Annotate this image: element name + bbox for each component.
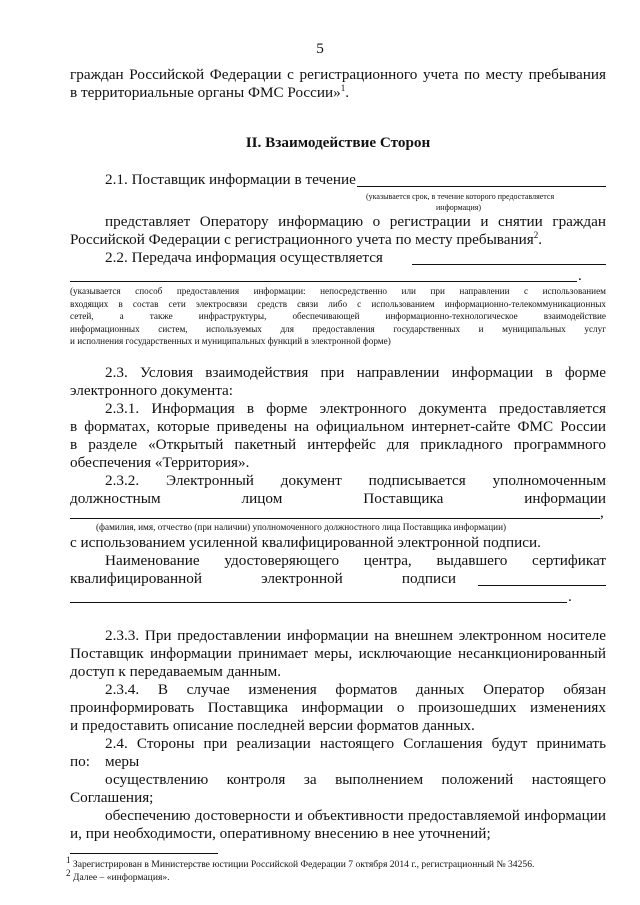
clause-2-3-4-line-2: проинформировать Поставщика информации о произошедших изменениях (70, 699, 606, 716)
footnote-mark-1: 1 (66, 854, 71, 865)
footnote-ref-2: 2 (533, 229, 539, 240)
fill-line-term (357, 186, 606, 187)
clause-2-3-2-hint: (фамилия, имя, отчество (при наличии) уполномоченного должностного лица Поставщика информации) (96, 522, 507, 532)
clause-2-3-4-line-3: и предоставить описание последней версии форматов данных. (70, 717, 475, 734)
clause-2-3-2-line-4: Наименование удостоверяющего центра, выдавшего сертификат (105, 552, 606, 569)
footnote-1: $^1$ Зарегистрирован в Министерстве юстиции Российской Федерации 7 октября 2014 г., регистрационный № 34256. (66, 854, 535, 870)
fill-line-ca-2 (70, 602, 567, 603)
section-title: II. Взаимодействие Сторон (245, 134, 431, 151)
clause-2-4-item-2-line-2: и, при необходимости, оперативному внесению в нее уточнений; (70, 825, 491, 842)
clause-2-3-2-line-5: квалифицированной электронной подписи (70, 570, 456, 587)
clause-2-3-line-2: электронного документа: (70, 382, 233, 399)
clause-2-3-1-line-2: в форматах, которые приведены на официальном интернет-сайте ФМС России (70, 418, 606, 435)
clause-2-4-line-2: по: (70, 753, 90, 770)
clause-2-4-item-1-line-1: осуществлению контроля за выполнением положений настоящего (105, 771, 606, 788)
clause-2-2-dot: . (578, 267, 582, 284)
clause-2-3-3-line-2: Поставщик информации принимает меры, исключающие несанкционированный (70, 645, 606, 662)
clause-2-3-2-comma: , (600, 504, 604, 521)
clause-2-1-line-2: Российской Федерации с регистрационного учета по месту пребывания$^2$. (70, 229, 543, 248)
clause-2-3-line-1: 2.3. Условия взаимодействия при направлении информации в форме (105, 364, 606, 381)
clause-2-1-hint-1: (указывается срок, в течение которого предоставляется (366, 192, 555, 201)
clause-2-2-hint-5: и исполнения государственных и муниципальных функций в электронной форме) (70, 336, 391, 347)
clause-2-3-2-line-2: должностным лицом Поставщика информации (70, 490, 606, 507)
intro-line-1: граждан Российской Федерации с регистрационного учета по месту пребывания (70, 66, 606, 83)
clause-2-2-hint-1: (указывается способ предоставления информации: непосредственно или при направлении с использованием (70, 286, 606, 296)
clause-2-3-4-line-1: 2.3.4. В случае изменения форматов данных Оператор обязан (105, 681, 606, 698)
footnote-2: $^2$ Далее – «информация». (66, 867, 170, 883)
clause-2-2-hint-3: сетей, а также инфраструктуры, обеспечивающей информационно-технологическое взаимодействие (70, 311, 606, 322)
clause-2-3-1-line-1: 2.3.1. Информация в форме электронного документа предоставляется (105, 400, 606, 417)
fill-line-method-2 (70, 281, 577, 282)
clause-2-4-line-1: 2.4. Стороны при реализации настоящего Соглашения будут принимать меры (105, 735, 606, 770)
fill-line-method-1 (412, 264, 606, 265)
clause-2-3-1-line-4: обеспечения «Территория». (70, 454, 250, 471)
clause-2-1-line-1: представляет Оператору информацию о регистрации и снятии граждан (105, 213, 606, 230)
footnote-mark-2: 2 (66, 867, 71, 878)
clause-2-2-hint-2: входящих в состав сети электросвязи средств связи либо с использованием информационно-телекоммуникационных (70, 298, 606, 309)
clause-2-3-3-line-1: 2.3.3. При предоставлении информации на внешнем электронном носителе (105, 627, 606, 644)
clause-2-3-1-line-3: в разделе «Открытый пакетный интерфейс для прикладного программного (70, 436, 606, 453)
page-number: 5 (316, 40, 324, 57)
fill-line-official (70, 518, 600, 519)
footnote-ref-1: 1 (340, 82, 346, 93)
clause-2-4-item-1-line-2: Соглашения; (70, 789, 154, 806)
fill-line-ca-1 (478, 585, 606, 586)
intro-line-2: в территориальные органы ФМС России»$^1$. (70, 82, 350, 101)
clause-2-1-hint-2: информация) (436, 203, 482, 212)
clause-2-3-3-line-3: доступ к передаваемым данным. (70, 663, 282, 680)
clause-2-3-2-line-3: с использованием усиленной квалифицированной электронной подписи. (70, 534, 541, 551)
clause-2-3-2-dot: . (568, 588, 572, 605)
clause-2-2-lead: 2.2. Передача информация осуществляется (105, 249, 383, 266)
clause-2-4-item-2-line-1: обеспечению достоверности и объективности предоставляемой информации (105, 807, 606, 824)
clause-2-2-hint-4: информационных систем, используемых для предоставления государственных и муниципальных услуг (70, 323, 606, 334)
clause-2-3-2-line-1: 2.3.2. Электронный документ подписывается уполномоченным (105, 472, 606, 489)
clause-2-1-lead: 2.1. Поставщик информации в течение (105, 171, 356, 188)
footnote-separator (70, 853, 218, 854)
